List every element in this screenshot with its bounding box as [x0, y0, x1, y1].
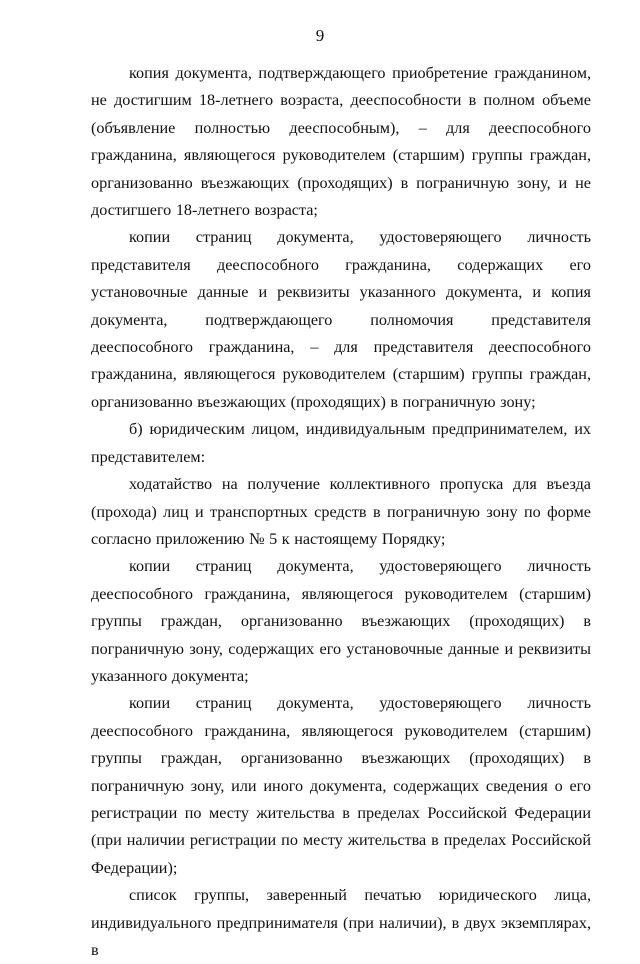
- document-body: [91, 60, 591, 964]
- paragraph-legal-entity-heading: б) юридическим лицом, индивидуальным предпринимателем, их представителем:: [91, 420, 591, 466]
- paragraph-representative-identity-copies: копии страниц документа, удостоверяющего личность представителя дееспособного гражданина, содержащих его установочные данные и реквизиты указанного документа, и копия документа, подтверждающего полномочия представителя дееспособного гражданина, – для представителя дееспособного гражданина, являющегося руководителем (старшим) группы граждан, организованно въезжающих (проходящих) в пограничную зону;: [91, 228, 591, 411]
- paragraph-collective-pass-petition: ходатайство на получение коллективного пропуска для въезда (прохода) лиц и транспортных средств в пограничную зону по форме согласно приложению № 5 к настоящему Порядку;: [91, 475, 591, 548]
- page-number: 9: [315, 26, 325, 45]
- paragraph-leader-identity-copies: копии страниц документа, удостоверяющего личность дееспособного гражданина, являющегося руководителем (старшим) группы граждан, организованно въезжающих (проходящих) в пограничную зону, содержащих его установочные данные и реквизиты указанного документа;: [91, 557, 591, 685]
- paragraph-group-list: список группы, заверенный печатью юридического лица, индивидуального предпринимателя (при наличии), в двух экземплярах, в: [91, 886, 591, 959]
- paragraph-age-capacity-copy: копия документа, подтверждающего приобретение гражданином, не достигшим 18-летнего возраста, дееспособности в полном объеме (объявление полностью дееспособным), – для дееспособного гражданина, являющегося руководителем (старшим) группы граждан, организованно въезжающих (проходящих) в пограничную зону, и не достигшего 18-летнего возраста;: [91, 64, 591, 220]
- paragraph-leader-registration-copies: копии страниц документа, удостоверяющего личность дееспособного гражданина, являющегося руководителем (старшим) группы граждан, организованно въезжающих (проходящих) в пограничную зону, или иного документа, содержащих сведения о его регистрации по месту жительства в пределах Российской Федерации (при наличии регистрации по месту жительства в пределах Российской Федерации);: [91, 694, 591, 877]
